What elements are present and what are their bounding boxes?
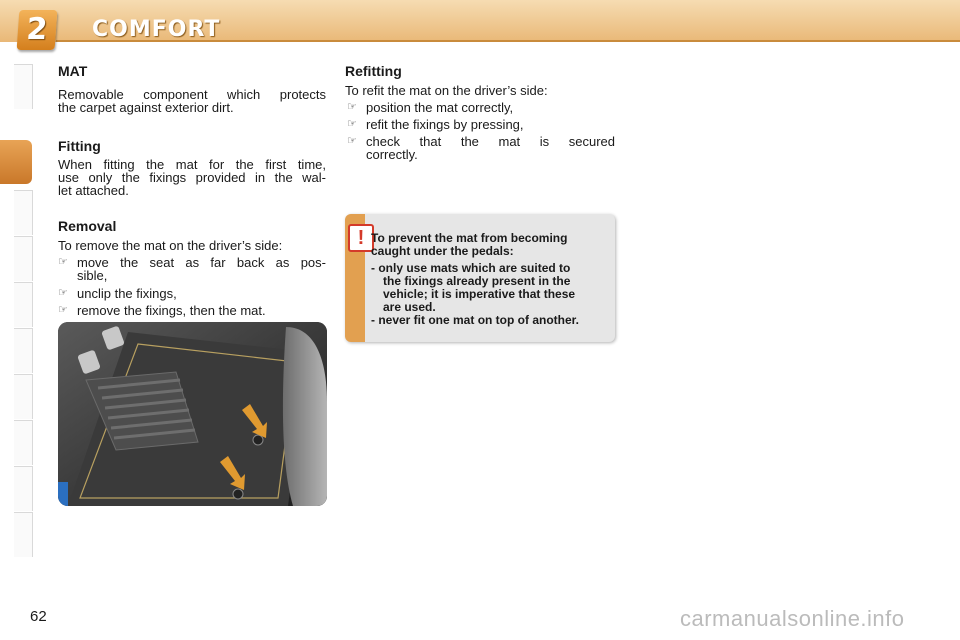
removal-heading: Removal [58, 218, 117, 234]
floor-mat-illustration [58, 322, 327, 506]
bullet-text-line: sible, [77, 268, 108, 283]
bullet-text-line: correctly. [366, 147, 418, 162]
removal-intro: To remove the mat on the driver’s side: [58, 238, 283, 253]
warning-icon: ! [348, 224, 374, 252]
chapter-tab-9[interactable] [14, 466, 33, 511]
pointing-hand-icon: ☞ [347, 101, 357, 113]
page-number: 62 [30, 608, 47, 625]
pointing-hand-icon: ☞ [58, 256, 68, 268]
warning-line: - only use mats which are suited to [371, 261, 571, 275]
warning-line: - never fit one mat on top of another. [371, 313, 580, 327]
pointing-hand-icon: ☞ [58, 304, 68, 316]
mat-heading: MAT [58, 63, 88, 79]
pointing-hand-icon: ☞ [347, 135, 357, 147]
refitting-intro: To refit the mat on the driver’s side: [345, 83, 548, 98]
bullet-text-line: refit the fixings by pressing, [366, 117, 524, 132]
chapter-tab-2-active[interactable] [0, 140, 32, 184]
chapter-tab-8[interactable] [14, 420, 33, 465]
warning-line: To prevent the mat from becoming [371, 231, 568, 245]
warning-line: the fixings already present in the [383, 274, 571, 288]
warning-line: are used. [383, 300, 436, 314]
mat-text-line: the carpet against exterior dirt. [58, 100, 234, 115]
fitting-text-line: use only the fixings provided in the wal- [58, 170, 326, 185]
floor-mat-photo [58, 322, 327, 506]
bullet-text-line: remove the fixings, then the mat. [77, 303, 266, 318]
chapter-tab-5[interactable] [14, 282, 33, 327]
warning-line: vehicle; it is imperative that these [383, 287, 576, 301]
chapter-tab-4[interactable] [14, 236, 33, 281]
fitting-description [58, 158, 326, 197]
mat-description [58, 88, 326, 114]
mat-text-line: Removable component which protects [58, 87, 326, 102]
warning-text [371, 232, 611, 327]
fitting-text-line: When fitting the mat for the first time, [58, 157, 326, 172]
bullet-text-line: position the mat correctly, [366, 100, 514, 115]
chapter-tab-10[interactable] [14, 512, 33, 557]
chapter-tab-3[interactable] [14, 190, 33, 235]
chapter-badge [17, 10, 58, 50]
chapter-tab-6[interactable] [14, 328, 33, 373]
warning-line: caught under the pedals: [371, 244, 514, 258]
refitting-heading: Refitting [345, 63, 402, 79]
chapter-tab-7[interactable] [14, 374, 33, 419]
fitting-text-line: let attached. [58, 183, 129, 198]
bullet-text-line: check that the mat is secured [366, 134, 615, 149]
page-title: COMFORT [92, 17, 221, 42]
bullet-text-line: unclip the fixings, [77, 286, 177, 301]
pointing-hand-icon: ☞ [58, 287, 68, 299]
fitting-heading: Fitting [58, 138, 101, 154]
warning-box [345, 214, 615, 342]
bullet-text-line: move the seat as far back as pos- [77, 255, 326, 270]
chapter-number: 2 [25, 12, 49, 47]
chapter-tab-1[interactable] [14, 64, 33, 109]
watermark: carmanualsonline.info [680, 606, 905, 631]
pointing-hand-icon: ☞ [347, 118, 357, 130]
